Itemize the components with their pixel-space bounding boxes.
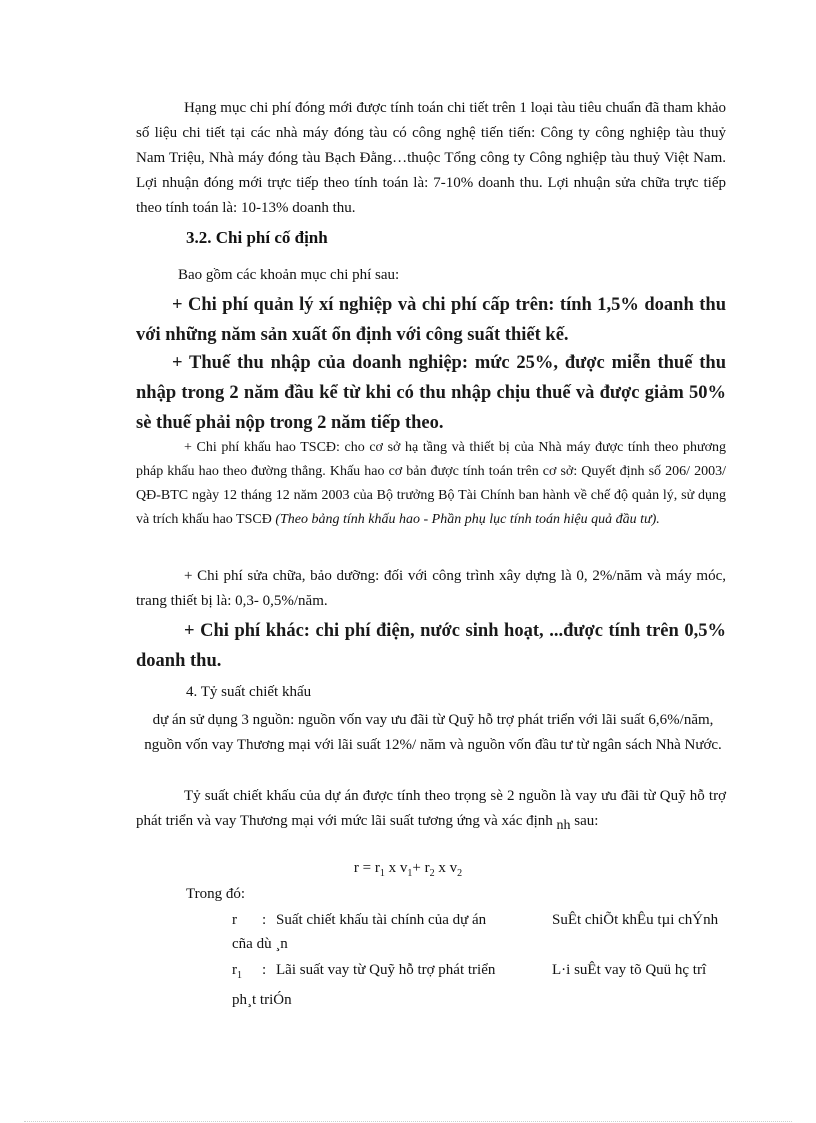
definition-colon: : xyxy=(262,912,267,928)
item-depreciation xyxy=(136,436,726,532)
formula-sub: 2 xyxy=(429,868,435,879)
capital-sources: dự án sử dụng 3 nguồn: nguồn vốn vay ưu đãi từ Quỹ hỗ trợ phát triển với lãi suất 6,6%/năm, nguồn vốn vay Thương mại với lãi suất 12%/ năm và nguồn vốn đầu tư từ ngân sách Nhà Nước. xyxy=(144,712,722,753)
section-discount-rate-heading: 4. Tỷ suất chiết khấu xyxy=(186,684,312,700)
intro-line: Bao gồm các khoản mục chi phí sau: xyxy=(178,267,400,283)
definition-symbol-letter: r xyxy=(232,962,237,978)
formula-part: x v xyxy=(434,860,458,876)
discount-rate-text-tail: nh xyxy=(556,818,571,833)
discount-rate-text: Tỷ suất chiết khấu của dự án được tính theo trọng sè 2 nguồn là vay ưu đãi từ Quỹ hỗ trợ phát triển và vay Thương mại với mức lãi suất tương ứng và xác định xyxy=(136,788,726,829)
discount-rate-text-end: sau: xyxy=(574,813,599,829)
item-management-cost: + Chi phí quản lý xí nghiệp và chi phí cấp trên: tính 1,5% doanh thu với những năm sản xuất ổn định với công suất thiết kế. xyxy=(136,295,726,345)
formula-sub: 2 xyxy=(457,868,463,879)
definition-symbol: r xyxy=(232,912,237,928)
page-bottom-divider xyxy=(24,1121,792,1122)
item-depreciation-note: (Theo bảng tính khấu hao - Phần phụ lục tính toán hiệu quả đầu tư). xyxy=(275,512,660,527)
discount-rate-paragraph xyxy=(136,784,726,834)
discount-rate-formula xyxy=(0,860,816,879)
section-heading-fixed-costs: 3.2. Chi phí cố định xyxy=(186,228,328,247)
where-label: Trong đó: xyxy=(186,886,246,902)
formula-part: r = r xyxy=(353,860,380,876)
definition-r1 xyxy=(232,958,726,1012)
formula-sub: 1 xyxy=(407,868,413,879)
definition-garbled-text: L·i suÊt vay tõ Quü hç trî ph¸t triÓn xyxy=(232,962,707,1008)
definition-label: Suất chiết khấu tài chính của dự án xyxy=(276,912,487,928)
definition-colon: : xyxy=(262,962,267,978)
item-other-cost: + Chi phí khác: chi phí điện, nước sinh hoạt, ...được tính trên 0,5% doanh thu. xyxy=(136,621,726,671)
definition-symbol xyxy=(232,958,262,988)
item-depreciation-text: + Chi phí khấu hao TSCĐ: cho cơ sở hạ tầng và thiết bị của Nhà máy được tính theo phương pháp khấu hao theo đường thẳng. Khấu hao cơ bản được tính toán trên cơ sở: Quyết định số 206/ 2003/ QĐ-BTC ngày 12 tháng 12 năm 2003 của Bộ trưởng Bộ Tài Chính ban hành về chế độ quản lý, sử dụng và trích khấu hao TSCĐ xyxy=(136,440,726,527)
definition-label: Lãi suất vay từ Quỹ hỗ trợ phát triển xyxy=(276,962,496,978)
definition-garbled-text: SuÊt chiÕt khÊu tµi chÝnh cña dù ¸n xyxy=(232,912,719,952)
definition-symbol-sub: 1 xyxy=(237,970,242,981)
item-repair-cost: + Chi phí sửa chữa, bảo dưỡng: đối với công trình xây dựng là 0, 2%/năm và máy móc, trang thiết bị là: 0,3- 0,5%/năm. xyxy=(136,568,726,609)
formula-sub: 1 xyxy=(379,868,385,879)
definition-r xyxy=(232,908,726,956)
item-income-tax: + Thuế thu nhập của doanh nghiệp: mức 25%, được miễn thuế thu nhập trong 2 năm đầu kể từ khi có thu nhập chịu thuế và được giảm 50% sè thuế phải nộp trong 2 năm tiếp theo. xyxy=(136,353,726,433)
formula-part: + r xyxy=(412,860,430,876)
paragraph-cost-basis: Hạng mục chi phí đóng mới được tính toán chi tiết trên 1 loại tàu tiêu chuẩn đã tham khảo số liệu chi tiết tại các nhà máy đóng tàu có công nghệ tiến tiến: Công ty công nghiệp tàu thuỷ Nam Triệu, Nhà máy đóng tàu Bạch Đằng…thuộc Tổng công ty Công nghiệp tàu thuỷ Việt Nam. Lợi nhuận đóng mới trực tiếp theo tính toán là: 7-10% doanh thu. Lợi nhuận sửa chữa trực tiếp theo tính toán là: 10-13% doanh thu. xyxy=(136,100,726,216)
formula-part: x v xyxy=(384,860,408,876)
